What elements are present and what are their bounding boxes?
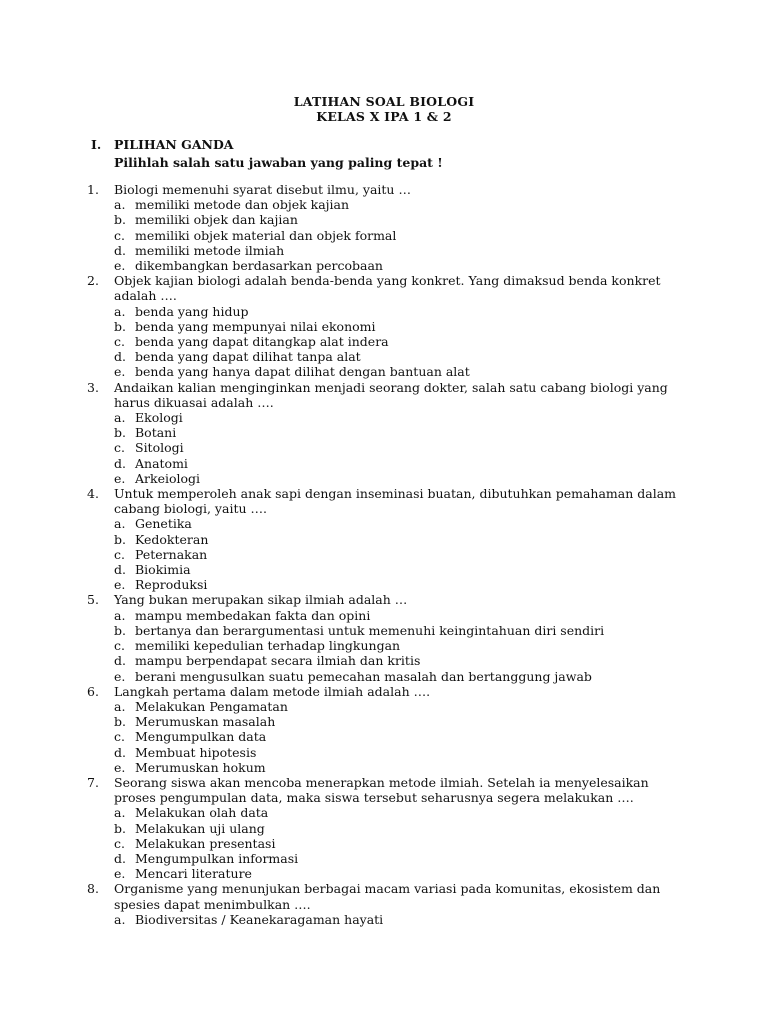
- option-letter: c.: [114, 546, 125, 562]
- answer-option: [114, 729, 687, 744]
- option-text: memiliki metode dan objek kajian: [135, 197, 350, 213]
- option-letter: a.: [114, 516, 126, 532]
- option-text: Botani: [135, 425, 177, 441]
- question-row: [87, 182, 687, 197]
- answer-option: [114, 425, 687, 440]
- option-text: Anatomi: [135, 455, 188, 471]
- option-text: Sitologi: [135, 440, 184, 456]
- answer-option: [114, 547, 687, 562]
- option-text: mampu membedakan fakta dan opini: [135, 607, 371, 623]
- question-text: Objek kajian biologi adalah benda-benda yang konkret. Yang dimaksud benda konkret adalah ….: [114, 273, 661, 304]
- section-number: I.: [91, 137, 102, 152]
- question-row: [87, 486, 687, 516]
- question-row: [87, 881, 687, 911]
- option-letter: d.: [114, 455, 126, 471]
- option-letter: e.: [114, 668, 126, 684]
- answer-option: [114, 516, 687, 531]
- question-number: 5.: [87, 592, 99, 608]
- answer-option: [114, 532, 687, 547]
- document-subtitle: KELAS X IPA 1 & 2: [316, 109, 452, 124]
- option-letter: d.: [114, 242, 126, 258]
- option-letter: e.: [114, 364, 126, 380]
- answer-option: [114, 456, 687, 471]
- option-text: Biodiversitas / Keanekaragaman hayati: [135, 911, 384, 927]
- option-letter: e.: [114, 577, 126, 593]
- answer-option: [114, 851, 687, 866]
- answer-option: [114, 471, 687, 486]
- answer-option: [114, 349, 687, 364]
- answer-option: [114, 653, 687, 668]
- option-text: Mengumpulkan data: [135, 729, 267, 745]
- option-text: benda yang dapat ditangkap alat indera: [135, 334, 389, 350]
- answer-option: [114, 669, 687, 684]
- answer-option: [114, 699, 687, 714]
- answer-option: [114, 577, 687, 592]
- answer-option: [114, 638, 687, 653]
- option-text: Melakukan Pengamatan: [135, 698, 288, 714]
- question-number: 2.: [87, 273, 99, 289]
- question-text: Langkah pertama dalam metode ilmiah adalah ….: [114, 683, 431, 699]
- question-text: Andaikan kalian menginginkan menjadi seorang dokter, salah satu cabang biologi yang harus dikuasai adalah ….: [114, 379, 668, 410]
- option-text: benda yang dapat dilihat tanpa alat: [135, 349, 361, 365]
- question-row: [87, 592, 687, 607]
- option-text: Mencari literature: [135, 866, 252, 882]
- option-text: Melakukan uji ulang: [135, 820, 265, 836]
- option-letter: c.: [114, 440, 125, 456]
- option-text: memiliki kepedulian terhadap lingkungan: [135, 638, 401, 654]
- option-text: Reproduksi: [135, 577, 208, 593]
- answer-option: [114, 197, 687, 212]
- option-text: bertanya dan berargumentasi untuk memenuhi keingintahuan diri sendiri: [135, 622, 605, 638]
- option-letter: a.: [114, 197, 126, 213]
- option-letter: a.: [114, 911, 126, 927]
- question-number: 8.: [87, 881, 99, 897]
- option-letter: b.: [114, 820, 126, 836]
- answer-option: [114, 228, 687, 243]
- option-letter: c.: [114, 334, 125, 350]
- section-heading: [91, 137, 234, 152]
- question-row: [87, 684, 687, 699]
- option-text: memiliki objek material dan objek formal: [135, 227, 397, 243]
- option-text: memiliki metode ilmiah: [135, 242, 285, 258]
- answer-option: [114, 805, 687, 820]
- option-letter: e.: [114, 258, 126, 274]
- option-letter: c.: [114, 835, 125, 851]
- question-item: [87, 273, 687, 379]
- option-letter: d.: [114, 850, 126, 866]
- question-number: 7.: [87, 774, 99, 790]
- answer-option: [114, 243, 687, 258]
- question-text: Seorang siswa akan mencoba menerapkan metode ilmiah. Setelah ia menyelesaikan proses pengumpulan data, maka siswa tersebut seharusnya segera melakukan ….: [114, 774, 649, 806]
- option-text: Peternakan: [135, 546, 208, 562]
- option-letter: d.: [114, 562, 126, 578]
- answer-option: [114, 562, 687, 577]
- option-text: Biokimia: [135, 562, 191, 578]
- answer-option: [114, 836, 687, 851]
- option-letter: a.: [114, 303, 126, 319]
- answer-option: [114, 212, 687, 227]
- answer-option: [114, 866, 687, 881]
- option-letter: d.: [114, 744, 126, 760]
- option-letter: b.: [114, 531, 126, 547]
- option-letter: a.: [114, 607, 126, 623]
- answer-option: [114, 319, 687, 334]
- question-item: [87, 881, 687, 927]
- option-letter: b.: [114, 212, 126, 228]
- option-letter: b.: [114, 425, 126, 441]
- option-text: berani mengusulkan suatu pemecahan masalah dan bertanggung jawab: [135, 668, 592, 684]
- answer-option: [114, 258, 687, 273]
- option-text: benda yang hanya dapat dilihat dengan bantuan alat: [135, 364, 470, 380]
- question-item: [87, 684, 687, 775]
- option-text: Merumuskan hokum: [135, 759, 266, 775]
- answer-option: [114, 608, 687, 623]
- option-letter: a.: [114, 698, 126, 714]
- question-text: Untuk memperoleh anak sapi dengan inseminasi buatan, dibutuhkan pemahaman dalam cabang biologi, yaitu ….: [114, 486, 676, 517]
- answer-option: [114, 410, 687, 425]
- option-letter: e.: [114, 866, 126, 882]
- answer-option: [114, 440, 687, 455]
- option-letter: c.: [114, 227, 125, 243]
- option-text: Kedokteran: [135, 531, 209, 547]
- question-item: [87, 182, 687, 273]
- answer-option: [114, 364, 687, 379]
- answer-option: [114, 760, 687, 775]
- answer-option: [114, 714, 687, 729]
- option-text: dikembangkan berdasarkan percobaan: [135, 258, 383, 274]
- option-letter: b.: [114, 318, 126, 334]
- option-text: benda yang mempunyai nilai ekonomi: [135, 318, 376, 334]
- question-list: [87, 182, 687, 927]
- option-text: benda yang hidup: [135, 303, 249, 319]
- option-text: Mengumpulkan informasi: [135, 850, 299, 866]
- option-text: Ekologi: [135, 410, 183, 426]
- option-text: Melakukan olah data: [135, 805, 269, 821]
- option-letter: c.: [114, 729, 125, 745]
- option-text: Melakukan presentasi: [135, 835, 276, 851]
- question-number: 6.: [87, 683, 99, 699]
- option-text: Merumuskan masalah: [135, 714, 276, 730]
- question-text: Yang bukan merupakan sikap ilmiah adalah …: [114, 592, 408, 608]
- answer-option: [114, 821, 687, 836]
- option-letter: a.: [114, 805, 126, 821]
- option-letter: e.: [114, 759, 126, 775]
- question-number: 1.: [87, 182, 99, 197]
- section-instruction: Pilihlah salah satu jawaban yang paling tepat !: [114, 155, 443, 170]
- question-row: [87, 380, 687, 410]
- question-row: [87, 273, 687, 303]
- question-text: Organisme yang menunjukan berbagai macam variasi pada komunitas, ekosistem dan spesies dapat menimbulkan ….: [114, 881, 661, 912]
- option-text: Membuat hipotesis: [135, 744, 257, 760]
- question-text: Biologi memenuhi syarat disebut ilmu, yaitu …: [114, 182, 411, 197]
- question-item: [87, 592, 687, 683]
- option-letter: b.: [114, 714, 126, 730]
- question-item: [87, 775, 687, 881]
- option-text: Genetika: [135, 516, 192, 532]
- question-item: [87, 380, 687, 486]
- option-text: mampu berpendapat secara ilmiah dan kritis: [135, 653, 421, 669]
- option-letter: e.: [114, 470, 126, 486]
- answer-option: [114, 745, 687, 760]
- answer-option: [114, 623, 687, 638]
- option-letter: b.: [114, 622, 126, 638]
- question-row: [87, 775, 687, 805]
- answer-option: [114, 912, 687, 927]
- option-letter: c.: [114, 638, 125, 654]
- answer-option: [114, 304, 687, 319]
- document-title: LATIHAN SOAL BIOLOGI: [293, 94, 475, 109]
- section-title: PILIHAN GANDA: [114, 137, 234, 152]
- option-letter: d.: [114, 349, 126, 365]
- option-text: Arkeiologi: [135, 470, 201, 486]
- question-item: [87, 486, 687, 592]
- option-letter: d.: [114, 653, 126, 669]
- option-text: memiliki objek dan kajian: [135, 212, 298, 228]
- question-number: 4.: [87, 486, 99, 502]
- answer-option: [114, 334, 687, 349]
- option-letter: a.: [114, 410, 126, 426]
- question-number: 3.: [87, 379, 99, 395]
